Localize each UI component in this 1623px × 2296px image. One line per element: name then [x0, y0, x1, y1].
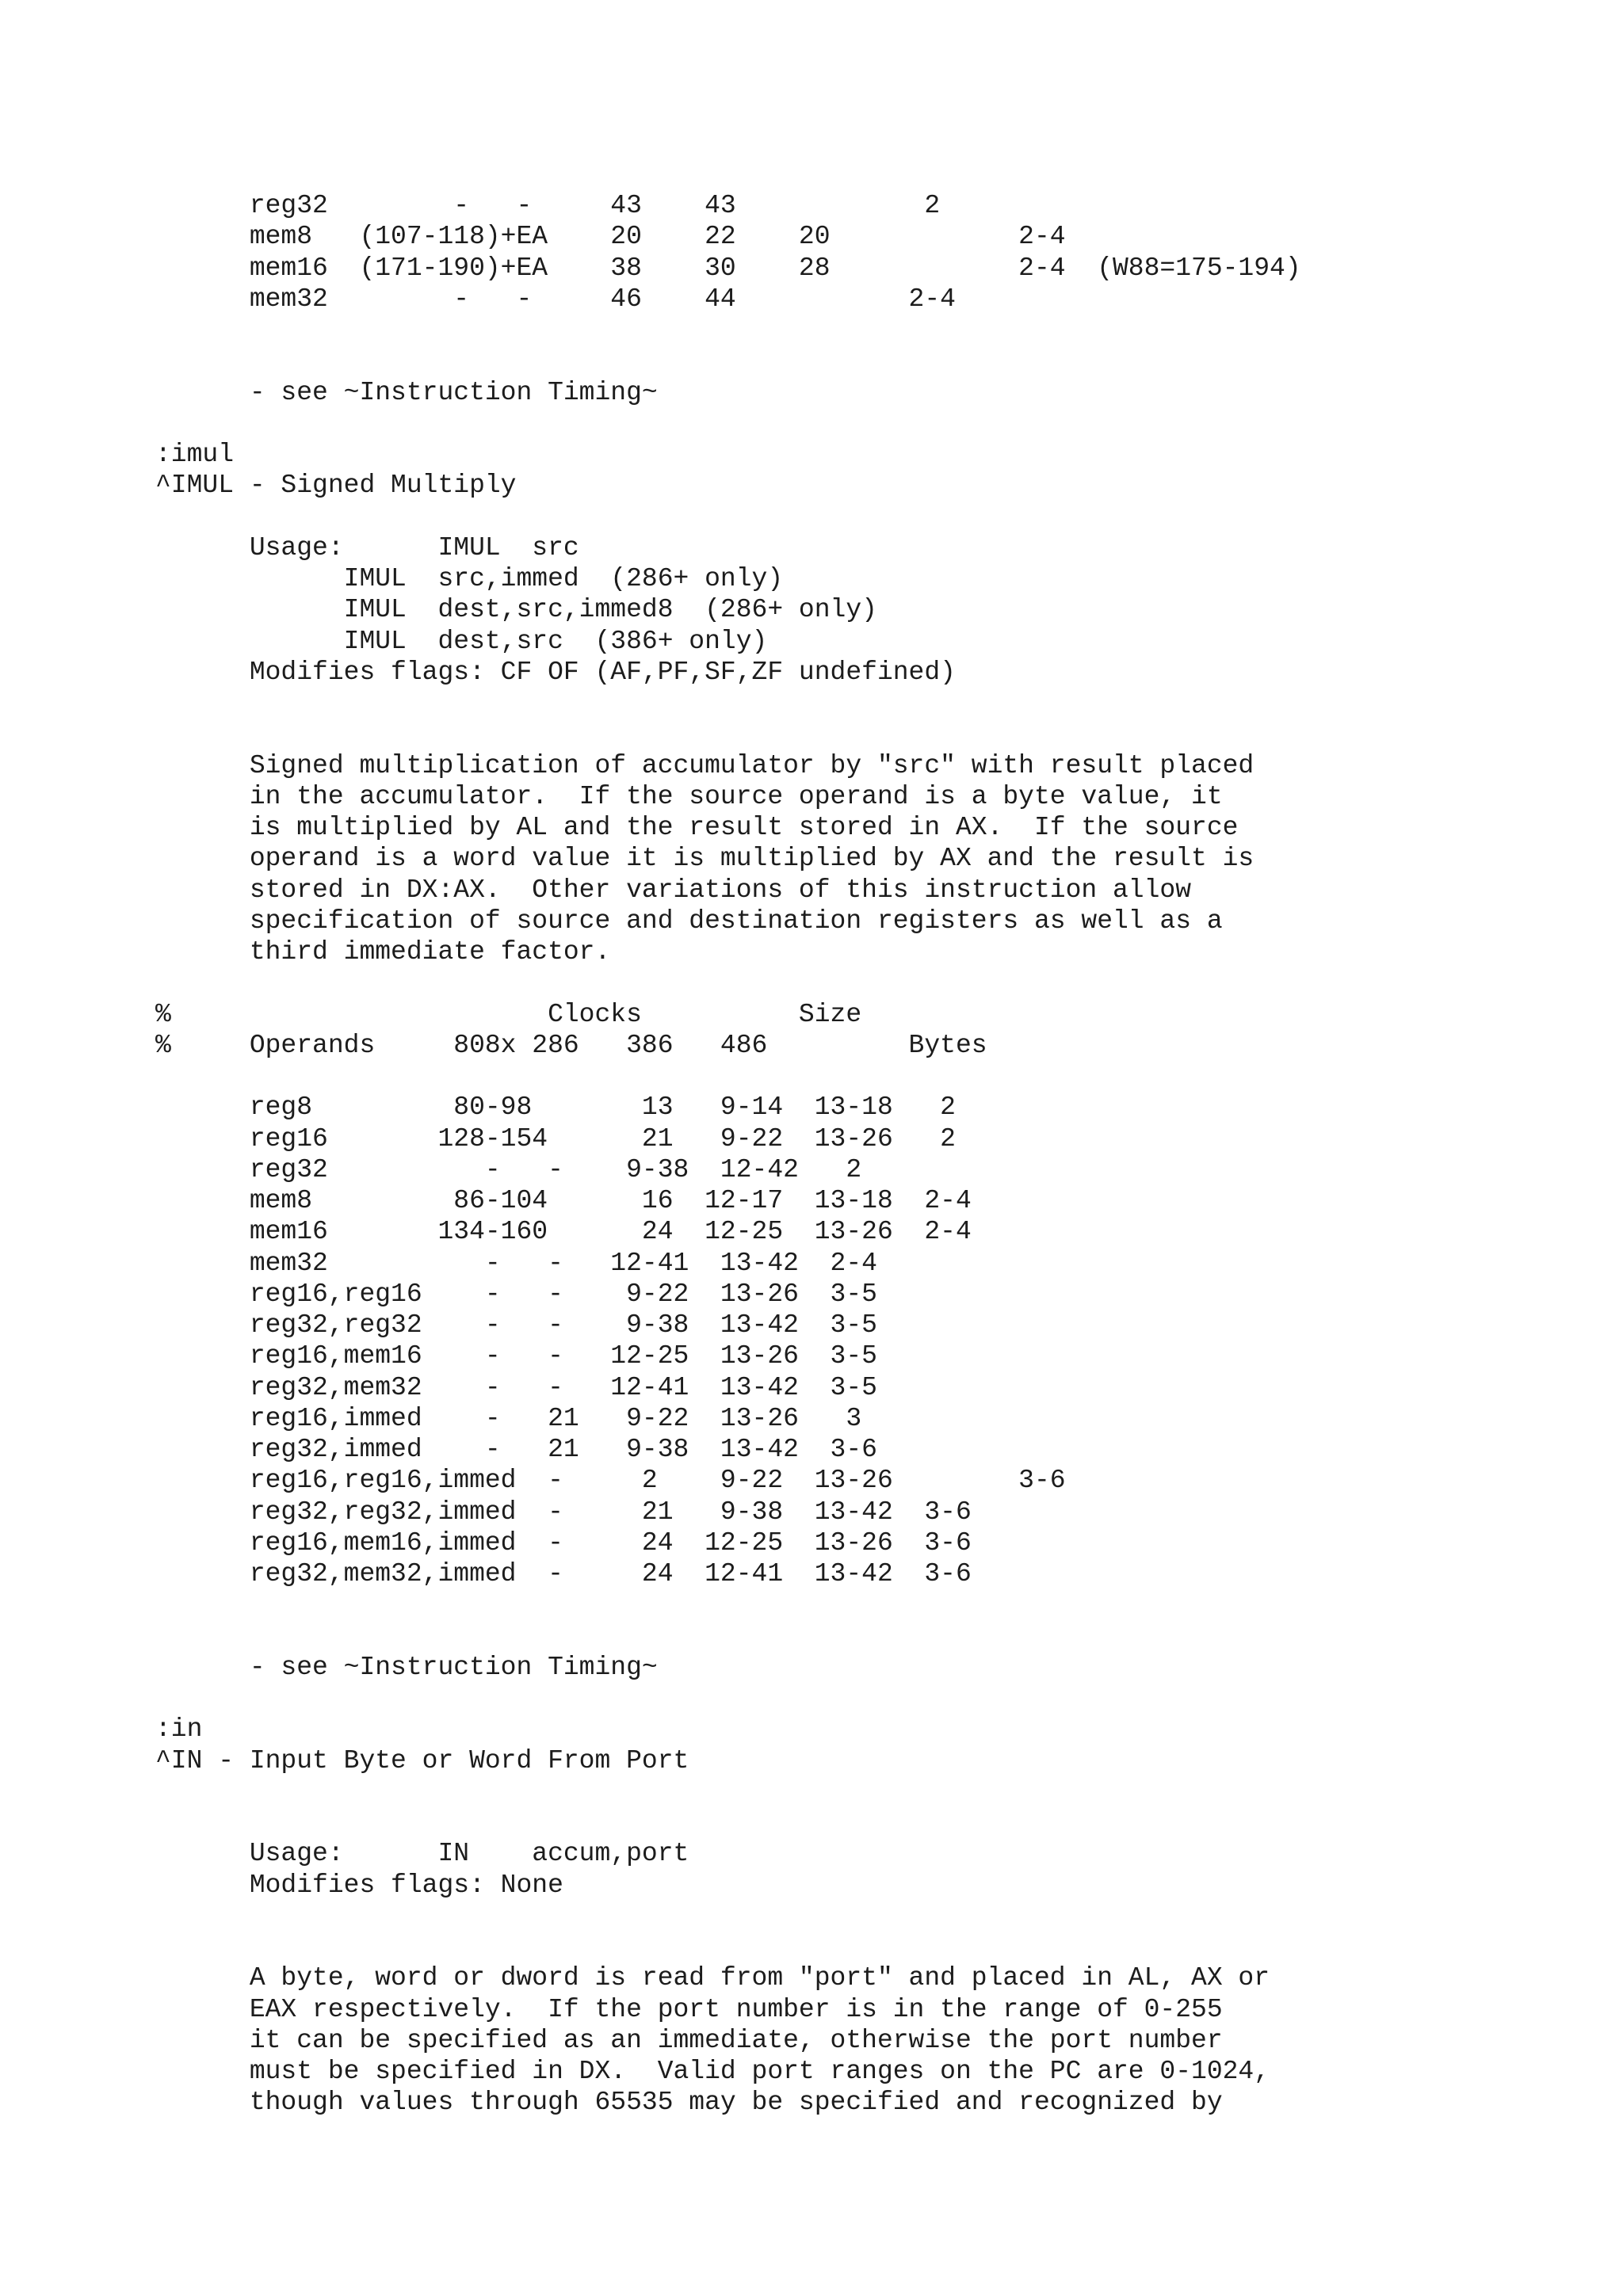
text-line: reg32 - - 43 43 2 [155, 191, 941, 220]
text-line [155, 1901, 1598, 1932]
text-line: ^IN - Input Byte or Word From Port [155, 1745, 689, 1775]
text-line [155, 1807, 1598, 1838]
text-line: reg16,mem16 - - 12-25 13-26 3-5 [155, 1341, 877, 1371]
text-line: Modifies flags: CF OF (AF,PF,SF,ZF undefined) [155, 657, 956, 687]
text-line [155, 967, 1598, 998]
text-line [155, 315, 1598, 345]
text-line: must be specified in DX. Valid port ranges on the PC are 0-1024, [155, 2057, 1270, 2086]
text-line: though values through 65535 may be specified and recognized by [155, 2088, 1223, 2118]
text-line: specification of source and destination registers as well as a [155, 906, 1223, 936]
text-line: :in [155, 1714, 203, 1745]
text-line: reg32,mem32,immed - 24 12-41 13-42 3-6 [155, 1559, 972, 1589]
text-line: mem16 (171-190)+EA 38 30 28 2-4 (W88=175-194) [155, 253, 1301, 283]
text-line: reg8 80-98 13 9-14 13-18 2 [155, 1093, 956, 1123]
text-line: - see ~Instruction Timing~ [155, 377, 658, 407]
text-line: third immediate factor. [155, 937, 611, 967]
text-line: reg32 - - 9-38 12-42 2 [155, 1154, 862, 1184]
text-line [155, 688, 1598, 719]
text-line: reg32,reg32,immed - 21 9-38 13-42 3-6 [155, 1497, 972, 1527]
text-line: :imul [155, 440, 235, 469]
text-line: in the accumulator. If the source operand is a byte value, it [155, 781, 1223, 811]
text-line: Signed multiplication of accumulator by "src" with result placed [155, 750, 1254, 780]
text-line: IMUL src,immed (286+ only) [155, 564, 784, 593]
text-line: % Operands 808x 286 386 486 Bytes [155, 1030, 987, 1060]
text-line: - see ~Instruction Timing~ [155, 1652, 658, 1682]
text-line: mem32 - - 12-41 13-42 2-4 [155, 1248, 877, 1278]
text-line [155, 719, 1598, 749]
text-line [155, 1589, 1598, 1620]
text-line [155, 1061, 1598, 1092]
text-line [155, 1776, 1598, 1807]
text-line [155, 1683, 1598, 1714]
text-line: reg16,immed - 21 9-22 13-26 3 [155, 1403, 862, 1433]
text-line: mem8 86-104 16 12-17 13-18 2-4 [155, 1186, 972, 1215]
text-line: is multiplied by AL and the result stored in AX. If the source [155, 813, 1239, 842]
text-line: EAX respectively. If the port number is in the range of 0-255 [155, 1994, 1223, 2024]
text-line: IMUL dest,src,immed8 (286+ only) [155, 595, 877, 625]
text-line: it can be specified as an immediate, otherwise the port number [155, 2025, 1223, 2055]
text-line: Usage: IN accum,port [155, 1839, 689, 1869]
text-line [155, 1621, 1598, 1652]
text-line: reg32,reg32 - - 9-38 13-42 3-5 [155, 1310, 877, 1340]
text-line: operand is a word value it is multiplied by AX and the result is [155, 844, 1254, 874]
text-line: IMUL dest,src (386+ only) [155, 626, 768, 656]
document-page [155, 190, 1598, 2119]
text-line: mem32 - - 46 44 2-4 [155, 284, 956, 314]
text-line: Usage: IMUL src [155, 532, 579, 563]
text-line: ^IMUL - Signed Multiply [155, 471, 517, 501]
text-line: % Clocks Size [155, 999, 862, 1029]
text-line: mem16 134-160 24 12-25 13-26 2-4 [155, 1217, 972, 1247]
text-line: reg32,immed - 21 9-38 13-42 3-6 [155, 1435, 877, 1464]
text-line: reg16 128-154 21 9-22 13-26 2 [155, 1123, 956, 1154]
text-line: reg16,mem16,immed - 24 12-25 13-26 3-6 [155, 1527, 972, 1558]
text-line: reg16,reg16,immed - 2 9-22 13-26 3-6 [155, 1466, 1066, 1496]
text-line: reg16,reg16 - - 9-22 13-26 3-5 [155, 1279, 877, 1309]
text-line [155, 345, 1598, 376]
text-line [155, 408, 1598, 439]
text-line: stored in DX:AX. Other variations of this instruction allow [155, 875, 1192, 905]
text-line: reg32,mem32 - - 12-41 13-42 3-5 [155, 1372, 877, 1402]
text-line: A byte, word or dword is read from "port" and placed in AL, AX or [155, 1963, 1270, 1993]
text-line: Modifies flags: None [155, 1870, 563, 1900]
text-line [155, 502, 1598, 532]
text-line: mem8 (107-118)+EA 20 22 20 2-4 [155, 222, 1066, 252]
text-line [155, 1932, 1598, 1962]
